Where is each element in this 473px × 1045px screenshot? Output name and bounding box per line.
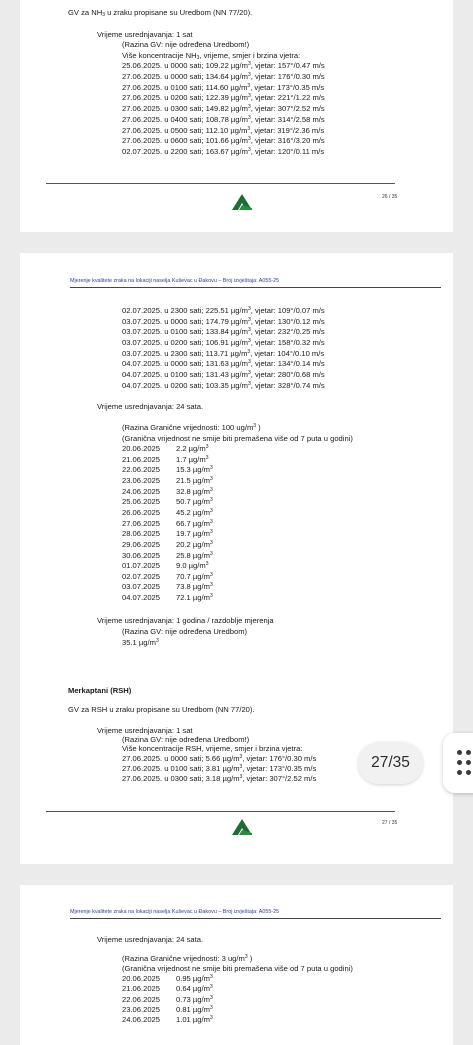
daily-value: 66.7 $\mu g/m^3$ xyxy=(176,518,213,528)
nh3-line: 27.06.2025. u 0100 sati; 114.60 $\mu g/m^3$, vjetar: 173°/0.35 m/s xyxy=(122,83,325,92)
nh3-line: 25.06.2025. u 0000 sati; 109.22 $\mu g/m^3$, vjetar: 157°/0.47 m/s xyxy=(122,61,325,70)
daily-date: 24.06.2025 xyxy=(122,1015,161,1025)
daily-date: 30.06.2025 xyxy=(122,550,161,560)
daily-value: 15.3 $\mu g/m^3$ xyxy=(176,465,213,475)
avg-year-note: (Razina GV: nije određena Uredbom) xyxy=(122,627,248,636)
daily-date: 29.06.2025 xyxy=(122,539,161,549)
daily-value: 1.01 $\mu g/m^3$ xyxy=(176,1015,213,1025)
nh3-line: 27.06.2025. u 0500 sati; 112.10 $\mu g/m^3$, vjetar: 319°/2.36 m/s xyxy=(122,126,325,135)
page-indicator: 27/35 xyxy=(358,742,423,784)
daily-date: 22.06.2025 xyxy=(122,994,161,1004)
rsh-gv-note: (Razina GV: nije određena Uredbom!) xyxy=(122,735,250,744)
daily-value: 72.1 $\mu g/m^3$ xyxy=(176,593,213,603)
daily-value: 45.2 $\mu g/m^3$ xyxy=(176,507,213,517)
daily-date: 27.06.2025 xyxy=(122,518,161,528)
daily-value: 70.7 $\mu g/m^3$ xyxy=(176,571,213,581)
daily-date: 03.07.2025 xyxy=(122,582,161,592)
avg-year-value: 35.1 $\mu g/m^3$ xyxy=(122,638,159,647)
daily-date: 20.06.2025 xyxy=(122,974,161,983)
daily-date: 25.06.2025 xyxy=(122,497,161,507)
daily-date: 22.06.2025 xyxy=(122,465,161,475)
footer-rule xyxy=(46,811,395,812)
nh3-line: 02.07.2025. u 2200 sati; 163.67 $\mu g/m^3$, vjetar: 120°/0.11 m/s xyxy=(122,147,325,156)
daily-date: 28.06.2025 xyxy=(122,529,161,539)
nh3-line: 03.07.2025. u 2300 sati; 113.71 $\mu g/m^3$, vjetar: 104°/0.10 m/s xyxy=(122,349,325,358)
daily-value: 20.2 $\mu g/m^3$ xyxy=(176,539,213,549)
nh3-line: 27.06.2025. u 0600 sati; 101.66 $\mu g/m^3$, vjetar: 316°/3.20 m/s xyxy=(122,136,325,145)
avg-24h-label: Vrijeme usrednjavanja: 24 sata. xyxy=(97,402,204,411)
exceed-note: (Granična vrijednost ne smije biti premašena više od 7 puta u godini) xyxy=(122,434,353,443)
daily-value: 0.64 $\mu g/m^3$ xyxy=(176,984,213,994)
daily-value: 0.73 $\mu g/m^3$ xyxy=(176,994,213,1004)
rsh-line: 27.06.2025. u 0000 sati; 5.66 $\mu g/m^3$, vjetar: 176°/0.30 m/s xyxy=(122,754,317,763)
nh3-line: 04.07.2025. u 0000 sati; 131.63 $\mu g/m^3$, vjetar: 134°/0.14 m/s xyxy=(122,359,325,368)
page-header: Mjerenje kvalitete zraka na lokaciji naselja Kuševac u Đakovu – Broj izvještaja: A055-25 xyxy=(70,278,441,288)
section-title: Merkaptani (RSH) xyxy=(68,686,132,695)
daily-value: 73.8 $\mu g/m^3$ xyxy=(176,582,213,592)
nh3-line: 02.07.2025. u 2300 sati; 225.51 $\mu g/m^3$, vjetar: 109°/0.07 m/s xyxy=(122,306,325,315)
footer-rule xyxy=(46,183,395,184)
daily-value: 25.8 $\mu g/m^3$ xyxy=(176,550,213,560)
grip-dots-icon[interactable] xyxy=(443,733,473,793)
daily-value: 21.5 $\mu g/m^3$ xyxy=(176,475,213,485)
nh3-gv-note: (Razina GV: nije određena Uredbom!) xyxy=(122,40,250,49)
page-number: 27 / 35 xyxy=(382,820,398,826)
nh3-line: 27.06.2025. u 0200 sati; 122.39 $\mu g/m^3$, vjetar: 221°/1.22 m/s xyxy=(122,93,325,102)
daily-date: 01.07.2025 xyxy=(122,561,161,571)
nh3-line: 27.06.2025. u 0300 sati; 149.82 $\mu g/m^3$, vjetar: 307°/2.52 m/s xyxy=(122,104,325,113)
rsh-intro: Više koncentracije RSH, vrijeme, smjer i brzina vjetra: xyxy=(122,744,303,753)
daily-value: 0.95 $\mu g/m^3$ xyxy=(176,974,213,983)
limit-value-line: (Razina Granične vrijednosti: 100 $ug/m^3$ ) xyxy=(122,423,261,432)
rsh-gv-line: GV za RSH u zraku propisane su Uredbom (NN 77/20). xyxy=(68,705,255,714)
daily-value: 0.81 $\mu g/m^3$ xyxy=(176,1004,213,1014)
daily-value: 50.7 $\mu g/m^3$ xyxy=(176,497,213,507)
pdf-page-28 xyxy=(20,885,453,1045)
daily-value: 1.7 $\mu g/m^3$ xyxy=(176,454,209,464)
daily-value: 19.7 $\mu g/m^3$ xyxy=(176,529,213,539)
daily-date: 23.06.2025 xyxy=(122,475,161,485)
daily-date: 23.06.2025 xyxy=(122,1004,161,1014)
rsh-line: 27.06.2025. u 0100 sati; 3.81 $\mu g/m^3$, vjetar: 173°/0.35 m/s xyxy=(122,764,317,773)
daily-date: 21.06.2025 xyxy=(122,454,161,464)
nh3-avg-label: Vrijeme usrednjavanja: 1 sat xyxy=(97,30,193,39)
nh3-line: 27.06.2025. u 0400 sati; 108.78 $\mu g/m^3$, vjetar: 314°/2.58 m/s xyxy=(122,115,325,124)
daily-date: 24.06.2025 xyxy=(122,486,161,496)
page-header: Mjerenje kvalitete zraka na lokaciji naselja Kuševac u Đakovu – Broj izvještaja: A055-25 xyxy=(70,909,441,919)
page-number: 26 / 35 xyxy=(382,194,398,200)
nh3-intro: Više koncentracije $NH_3$, vrijeme, smjer i brzina vjetra: xyxy=(122,51,301,61)
daily-date: 26.06.2025 xyxy=(122,507,161,517)
limit-value-line: (Razina Granične vrijednosti: 3 $ug/m^3$ ) xyxy=(122,954,253,963)
avg-year-label: Vrijeme usrednjavanja: 1 godina / razdoblje mjerenja xyxy=(97,616,274,625)
daily-date: 04.07.2025 xyxy=(122,593,161,603)
nh3-line: 03.07.2025. u 0100 sati; 133.84 $\mu g/m^3$, vjetar: 232°/0.25 m/s xyxy=(122,327,325,336)
daily-date: 20.06.2025 xyxy=(122,444,161,453)
daily-date: 02.07.2025 xyxy=(122,571,161,581)
daily-value: 9.0 $\mu g/m^3$ xyxy=(176,561,209,571)
company-logo-icon xyxy=(230,193,254,211)
nh3-gv-line: GV za $NH_3$ u zraku propisane su Uredbom (NN 77/20). xyxy=(68,8,253,18)
company-logo-icon xyxy=(230,818,254,836)
nh3-line: 04.07.2025. u 0100 sati; 131.43 $\mu g/m^3$, vjetar: 280°/0.68 m/s xyxy=(122,370,325,379)
daily-date: 21.06.2025 xyxy=(122,984,161,994)
daily-value: 2.2 $\mu g/m^3$ xyxy=(176,444,209,453)
nh3-line: 03.07.2025. u 0200 sati; 106.91 $\mu g/m^3$, vjetar: 158°/0.32 m/s xyxy=(122,338,325,347)
daily-value: 32.8 $\mu g/m^3$ xyxy=(176,486,213,496)
nh3-line: 03.07.2025. u 0000 sati; 174.79 $\mu g/m^3$, vjetar: 130°/0.12 m/s xyxy=(122,317,325,326)
pdf-page-26 xyxy=(20,0,453,232)
rsh-line: 27.06.2025. u 0300 sati; 3.18 $\mu g/m^3$, vjetar: 307°/2.52 m/s xyxy=(122,774,317,783)
avg-24h-label: Vrijeme usrednjavanja: 24 sata. xyxy=(97,935,204,944)
nh3-line: 27.06.2025. u 0000 sati; 134.64 $\mu g/m^3$, vjetar: 176°/0.30 m/s xyxy=(122,72,325,81)
nh3-line: 04.07.2025. u 0200 sati; 103.35 $\mu g/m^3$, vjetar: 328°/0.74 m/s xyxy=(122,381,325,390)
exceed-note: (Granična vrijednost ne smije biti premašena više od 7 puta u godini) xyxy=(122,964,353,973)
rsh-avg-label: Vrijeme usrednjavanja: 1 sat xyxy=(97,726,193,735)
